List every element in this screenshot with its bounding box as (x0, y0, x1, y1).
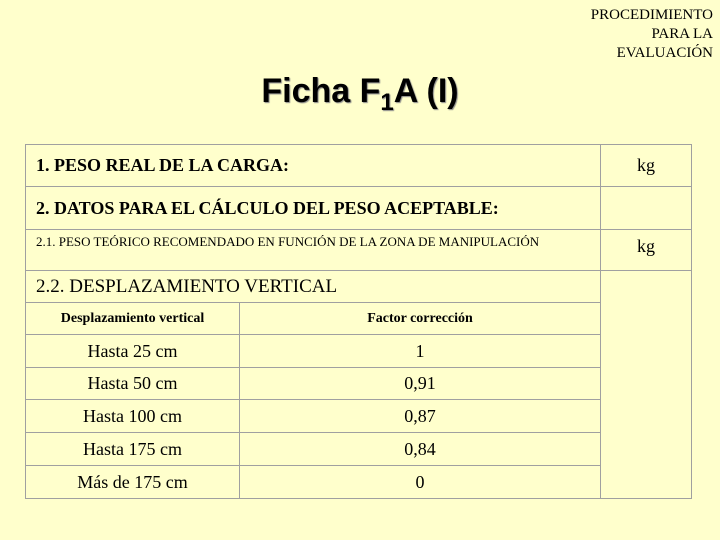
factor-cell: 0 (240, 466, 601, 499)
row-peso-real (26, 145, 692, 187)
title-prefix: Ficha F (261, 72, 381, 110)
factor-header-row (26, 303, 692, 335)
datos-label: 2. DATOS PARA EL CÁLCULO DEL PESO ACEPTABLE: (26, 187, 601, 230)
corner-note: PROCEDIMIENTO PARA LA EVALUACIÓN (590, 7, 713, 61)
table-row (26, 368, 692, 400)
title-subscript: 1 (380, 89, 394, 116)
column-header-factor: Factor corrección (240, 303, 601, 335)
factor-cell: 0,84 (240, 433, 601, 466)
page-title (0, 72, 720, 116)
desplazamiento-cell: Hasta 50 cm (26, 368, 240, 400)
table-row (26, 400, 692, 433)
row-desplazamiento (26, 271, 692, 303)
peso-teorico-unit: kg (601, 230, 692, 271)
peso-teorico-label: 2.1. PESO TEÓRICO RECOMENDADO EN FUNCIÓN DE LA ZONA DE MANIPULACIÓN (26, 230, 601, 271)
row-datos (26, 187, 692, 230)
peso-real-unit: kg (601, 145, 692, 187)
factor-cell: 1 (240, 335, 601, 368)
table-row (26, 433, 692, 466)
row-peso-teorico (26, 230, 692, 271)
table-row (26, 466, 692, 499)
column-header-desplazamiento: Desplazamiento vertical (26, 303, 240, 335)
desplazamiento-cell: Hasta 25 cm (26, 335, 240, 368)
factor-cell: 0,91 (240, 368, 601, 400)
datos-empty-cell (601, 187, 692, 230)
peso-real-label: 1. PESO REAL DE LA CARGA: (26, 145, 601, 187)
table-row (26, 335, 692, 368)
desplazamiento-label: 2.2. DESPLAZAMIENTO VERTICAL (26, 271, 601, 303)
factor-cell: 0,87 (240, 400, 601, 433)
evaluation-sheet (25, 144, 692, 499)
desplazamiento-cell: Hasta 175 cm (26, 433, 240, 466)
desplazamiento-cell: Más de 175 cm (26, 466, 240, 499)
desplazamiento-cell: Hasta 100 cm (26, 400, 240, 433)
title-suffix: A (I) (393, 72, 459, 110)
desplazamiento-empty-cell (601, 271, 692, 499)
